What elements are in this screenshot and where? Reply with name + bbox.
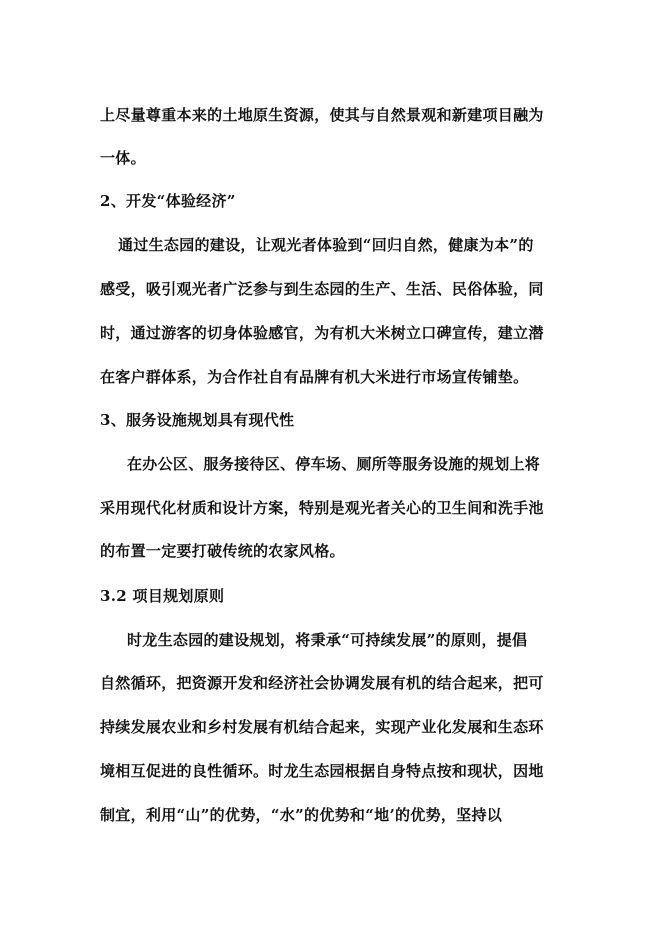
paragraph-line: 时，通过游客的切身体验感官，为有机大米树立口碑宣传，建立潜 [100, 324, 544, 342]
paragraph-line: 在客户群体系，为合作社自有品牌有机大米进行市场宣传铺垫。 [100, 368, 529, 386]
paragraph-line: 境相互促进的良性循环。时龙生态园根据自身特点按和现状，因地 [100, 762, 544, 780]
section-heading: 2、开发“体验经济” [100, 192, 236, 210]
paragraph-line: 的布置一定要打破传统的农家风格。 [100, 542, 345, 560]
section-heading: 3.2 项目规划原则 [100, 587, 225, 605]
paragraph-line: 自然循环，把资源开发和经济社会协调发展有机的结合起来，把可 [100, 674, 544, 692]
paragraph-line: 持续发展农业和乡村发展有机结合起来，实现产业化发展和生态环 [100, 718, 544, 736]
paragraph-line: 一体。 [100, 149, 146, 167]
paragraph-line: 制宜，利用“山”的优势，“水”的优势和“地’的优势，坚持以 [100, 806, 503, 824]
section-heading: 3、服务设施规划具有现代性 [100, 411, 295, 429]
paragraph-line: 通过生态园的建设，让观光者体验到“回归自然，健康为本”的 [118, 236, 534, 254]
paragraph-line: 时龙生态园的建设规划，将秉承“可持续发展”的原则，提倡 [127, 631, 528, 649]
paragraph-line: 感受，吸引观光者广泛参与到生态园的生产、生活、民俗体验，同 [100, 280, 544, 298]
paragraph-line: 在办公区、服务接待区、停车场、厕所等服务设施的规划上将 [127, 455, 541, 473]
paragraph-line: 采用现代化材质和设计方案，特别是观光者关心的卫生间和洗手池 [100, 499, 544, 517]
paragraph-line: 上尽量尊重本来的土地原生资源，使其与自然景观和新建项目融为 [100, 106, 544, 124]
